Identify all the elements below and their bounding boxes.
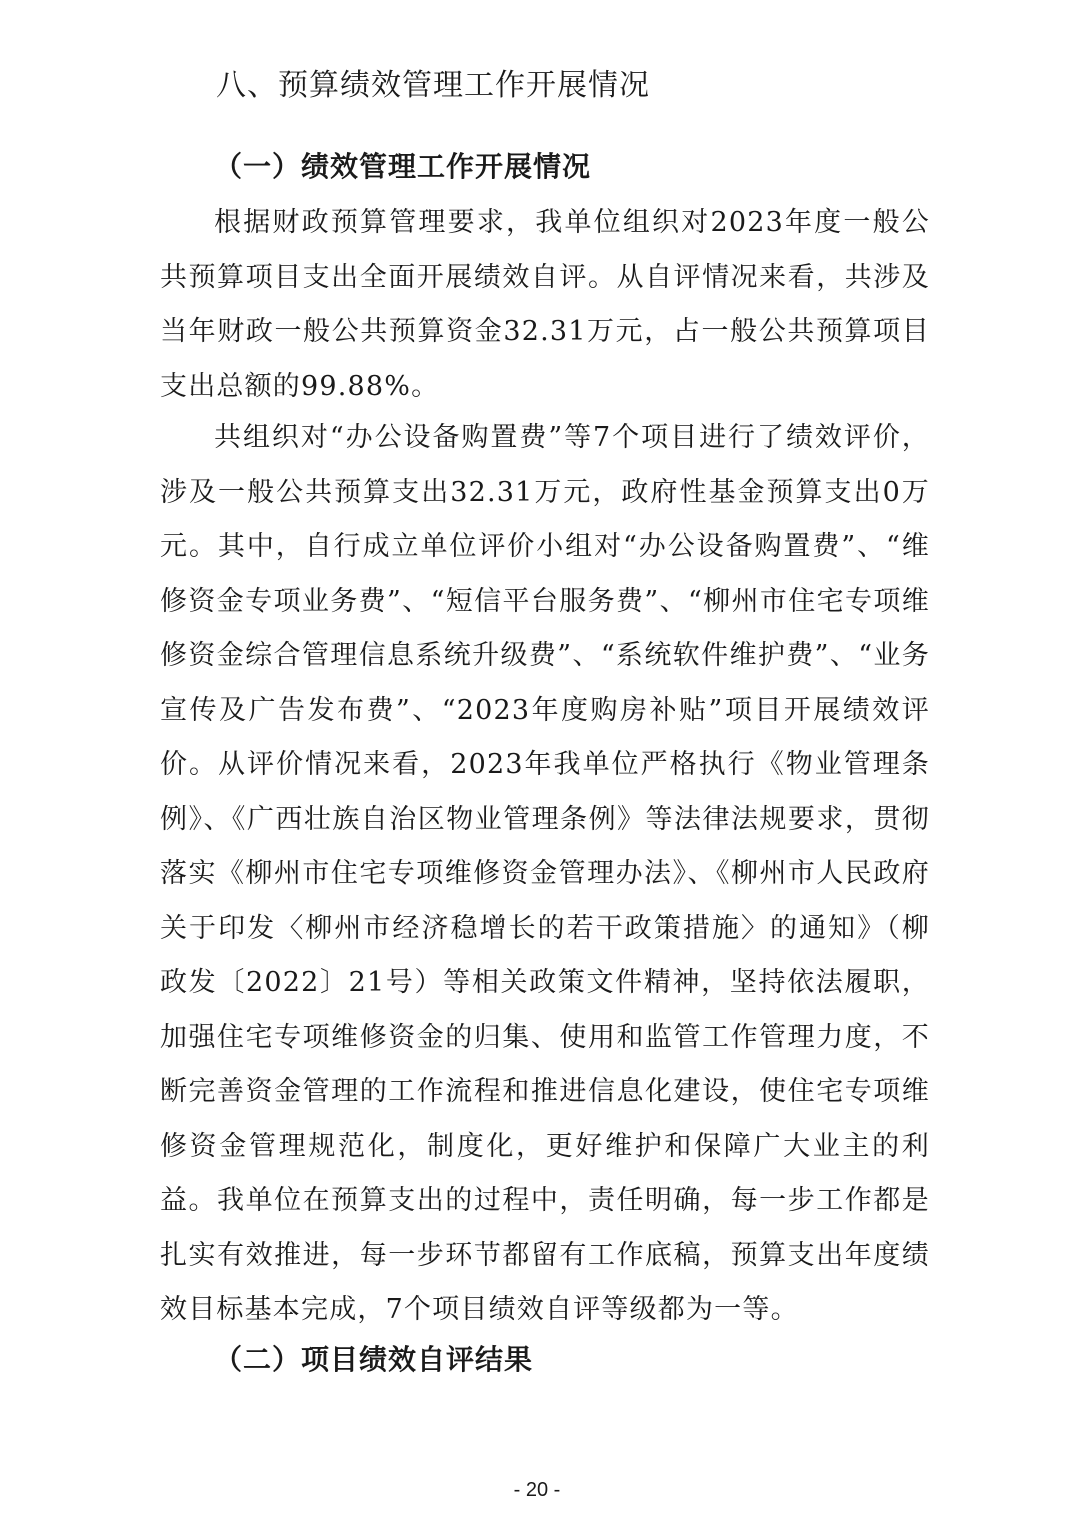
document-title: 八、预算绩效管理工作开展情况 — [216, 68, 650, 103]
section-heading-project-results: （二）项目绩效自评结果 — [214, 1343, 534, 1376]
paragraph-self-evaluation-scope: 根据财政预算管理要求，我单位组织对2023年度一般公共预算项目支出全面开展绩效自评。从自评情况来看，共涉及当年财政一般公共预算资金32.31万元，占一般公共预算项目支出总额的99.88%。 — [160, 207, 930, 402]
section-heading-performance-management: （一）绩效管理工作开展情况 — [214, 150, 592, 183]
page-number: - 20 - — [513, 1479, 561, 1501]
paragraph-project-evaluation-details: 共组织对“办公设备购置费”等7个项目进行了绩效评价，涉及一般公共预算支出32.31万元，政府性基金预算支出0万元。其中，自行成立单位评价小组对“办公设备购置费”、“维修资金专项业务费”、“短信平台服务费”、“柳州市住宅专项维修资金综合管理信息系统升级费”、“系统软件维护费”、“业务宣传及广告发布费”、“2023年度购房补贴”项目开展绩效评价。从评价情况来看，2023年我单位严格执行《物业管理条例》、《广西壮族自治区物业管理条例》等法律法规要求，贯彻落实《柳州市住宅专项维修资金管理办法》、《柳州市人民政府关于印发〈柳州市经济稳增长的若干政策措施〉的通知》（柳政发〔2022〕21号）等相关政策文件精神，坚持依法履职，加强住宅专项维修资金的归集、使用和监管工作管理力度，不断完善资金管理的工作流程和推进信息化建设，使住宅专项维修资金管理规范化，制度化，更好维护和保障广大业主的利益。我单位在预算支出的过程中，责任明确，每一步工作都是扎实有效推进，每一步环节都留有工作底稿，预算支出年度绩效目标基本完成，7个项目绩效自评等级都为一等。 — [160, 422, 930, 1325]
